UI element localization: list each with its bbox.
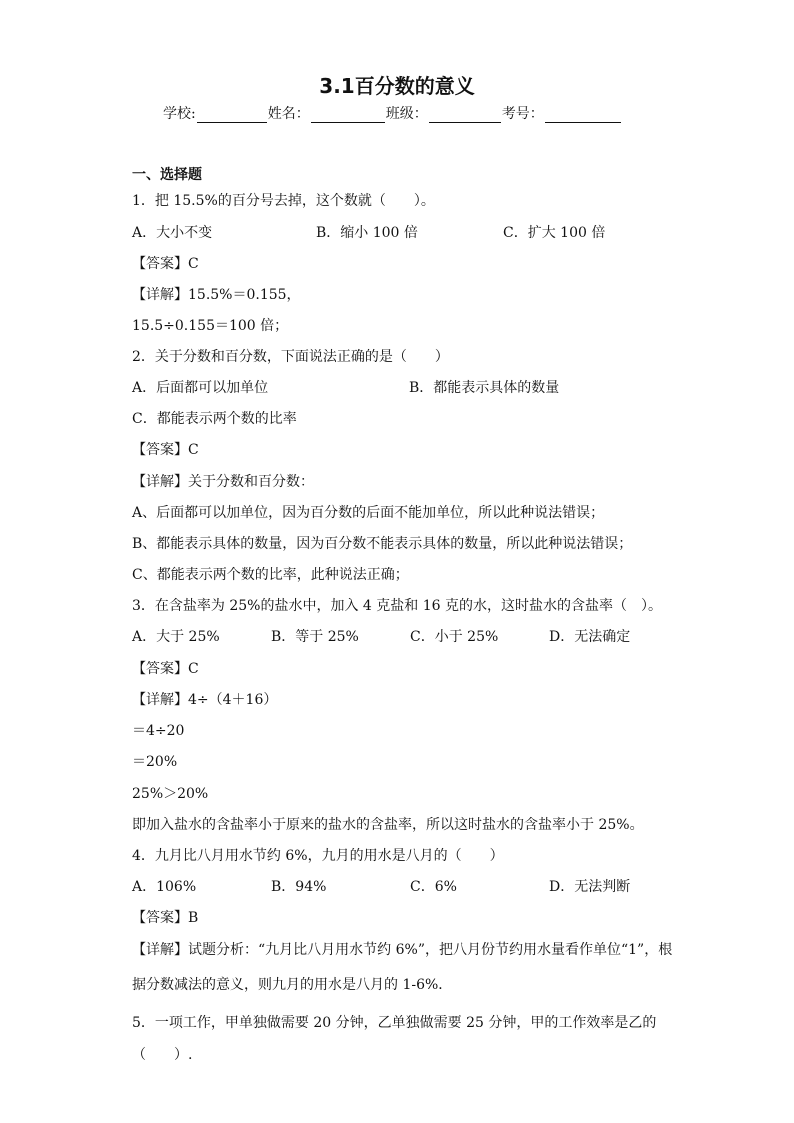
question-2-answer: 【答案】C [132, 442, 199, 458]
question-3-detail-5: 即加入盐水的含盐率小于原来的盐水的含盐率，所以这时盐水的含盐率小于 25%。 [132, 817, 644, 833]
school-blank [197, 106, 267, 123]
page-title: 3.1百分数的意义 [319, 74, 475, 98]
name-blank [311, 106, 385, 123]
question-4-detail-1: 【详解】试题分析：“九月比八月用水节约 6%”，把八月份节约用水量看作单位“1”，根 [132, 942, 673, 958]
class-blank [429, 106, 501, 123]
question-4-option-d: D．无法判断 [549, 879, 631, 895]
question-1-option-a: A．大小不变 [132, 225, 213, 241]
question-5-stem-line-2: （ ）. [132, 1047, 193, 1063]
question-4-option-a: A．106% [132, 879, 197, 895]
question-3-option-d: D．无法确定 [549, 629, 631, 645]
question-3-detail-1: 【详解】4÷（4＋16） [132, 692, 278, 708]
question-1-detail-1: 【详解】15.5%＝0.155， [132, 287, 301, 303]
question-1-stem: 1．把 15.5%的百分号去掉，这个数就（ ）。 [132, 193, 435, 209]
question-2-option-c: C．都能表示两个数的比率 [132, 411, 297, 427]
class-label: 班级： [385, 106, 428, 122]
question-2-option-a: A．后面都可以加单位 [132, 380, 269, 396]
school-label: 学校: [163, 106, 196, 122]
question-4-stem: 4．九月比八月用水节约 6%，九月的用水是八月的（ ） [132, 848, 504, 864]
question-3-detail-2: ＝4÷20 [132, 723, 185, 739]
question-3-detail-3: ＝20% [132, 754, 178, 770]
question-3-option-b: B．等于 25% [271, 629, 359, 645]
question-1-detail-2: 15.5÷0.155＝100 倍； [132, 318, 289, 334]
question-2-stem: 2．关于分数和百分数，下面说法正确的是（ ） [132, 349, 449, 365]
question-2-detail-2: A、后面都可以加单位，因为百分数的后面不能加单位，所以此种说法错误； [132, 505, 605, 521]
number-label: 考号： [501, 106, 544, 122]
question-4-option-c: C．6% [410, 879, 457, 895]
question-3-option-a: A．大于 25% [132, 629, 220, 645]
number-blank [545, 106, 621, 123]
question-2-detail-3: B、都能表示具体的数量，因为百分数不能表示具体的数量，所以此种说法错误； [132, 536, 633, 552]
question-3-detail-4: 25%＞20% [132, 786, 209, 802]
question-3-stem: 3．在含盐率为 25%的盐水中，加入 4 克盐和 16 克的水，这时盐水的含盐率（ ）。 [132, 598, 662, 614]
question-5-stem-line-1: 5．一项工作，甲单独做需要 20 分钟，乙单独做需要 25 分钟，甲的工作效率是乙的 [132, 1015, 657, 1031]
question-3-answer: 【答案】C [132, 661, 199, 677]
question-4-detail-2: 据分数减法的意义，则九月的用水是八月的 1-6%． [132, 977, 453, 993]
question-1-option-c: C．扩大 100 倍 [503, 225, 606, 241]
name-label: 姓名： [267, 106, 310, 122]
question-1-answer: 【答案】C [132, 256, 199, 272]
question-2-detail-4: C、都能表示两个数的比率，此种说法正确； [132, 567, 409, 583]
question-3-option-c: C．小于 25% [410, 629, 499, 645]
question-2-option-b: B．都能表示具体的数量 [409, 380, 560, 396]
student-info-row [163, 103, 622, 123]
question-4-answer: 【答案】B [132, 910, 199, 926]
question-2-detail-1: 【详解】关于分数和百分数： [132, 474, 314, 490]
question-1-option-b: B．缩小 100 倍 [316, 225, 418, 241]
question-4-option-b: B．94% [271, 879, 327, 895]
section-heading: 一、选择题 [132, 167, 202, 183]
